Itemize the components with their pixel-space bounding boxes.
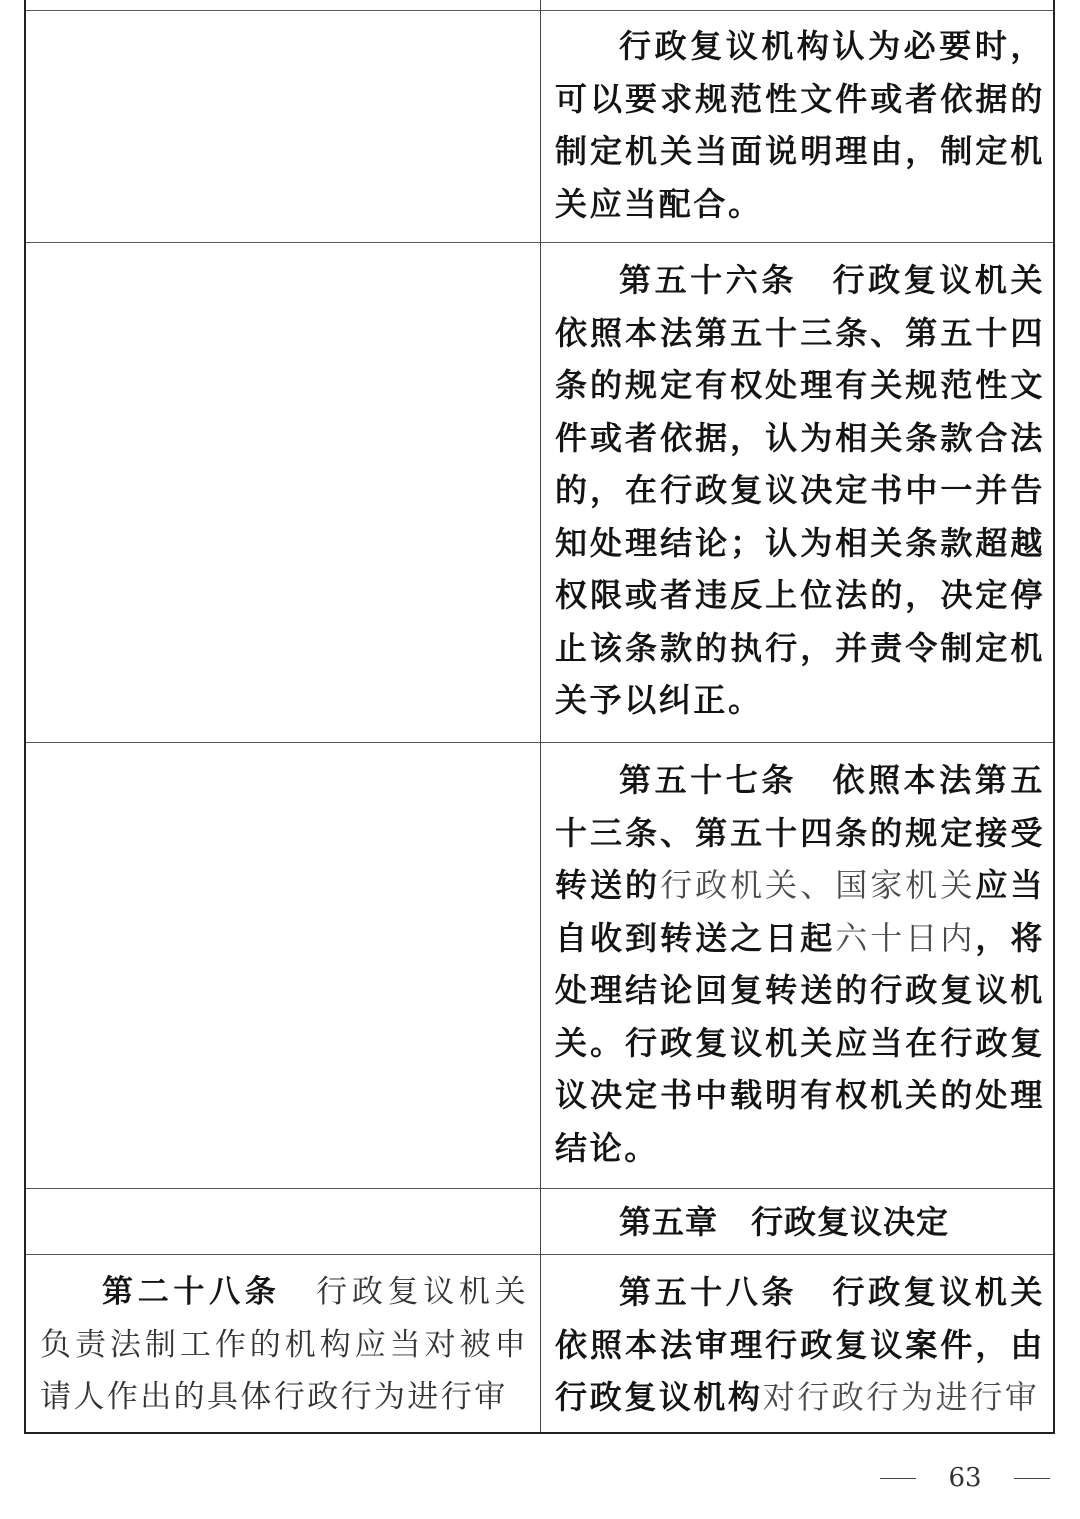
table-cell-right [555, 1196, 1045, 1248]
footer-dash [1014, 1478, 1050, 1479]
table-cell-right [555, 1266, 1045, 1424]
article-text: 行政复议机关依照本法审理行政复议案件，由行政复议机构 [555, 1273, 1045, 1416]
article-text-light: 对行政行为进行审 [762, 1378, 1040, 1416]
article-paragraph [555, 754, 1045, 1174]
article-text: 行政复议机关负责法制工作的机构应当对被申请人作出的具体行政行为进行审 [40, 1274, 529, 1415]
article-text-light: 行政机关、国家机关 [660, 866, 976, 904]
article-text: 依照本法第五十三条、第五十四条的规定接受转送的 [555, 761, 1045, 904]
column-divider [540, 0, 541, 1432]
article-paragraph [555, 1266, 1045, 1424]
article-text: ，将处理结论回复转送的行政复议机关。行政复议机关应当在行政复议决定书中载明有权机关的处理结论。 [555, 918, 1045, 1167]
article-text: 应当自收到转送之日起 [555, 866, 1045, 957]
row-divider [26, 1188, 1053, 1189]
table-cell-right [555, 754, 1045, 1174]
article-text: 行政复议机关依照本法第五十三条、第五十四条的规定有权处理有关规范性文件或者依据，认为相关条款合法的，在行政复议决定书中一并告知处理结论；认为相关条款超越权限或者违反上位法的，决定停止该条款的执行，并责令制定机关予以纠正。 [555, 261, 1045, 719]
row-divider [26, 10, 1053, 11]
article-text-light: 六十日内 [835, 918, 976, 957]
table-cell-right [555, 20, 1045, 230]
page-footer [880, 1458, 1050, 1498]
article-number: 第五十六条 [619, 261, 797, 299]
table-cell-left [40, 1266, 528, 1424]
comparison-table [24, 0, 1055, 1434]
footer-dash [880, 1478, 916, 1479]
article-number: 第五十七条 [619, 761, 797, 799]
article-paragraph [40, 1266, 528, 1424]
chapter-heading: 第五章 行政复议决定 [619, 1203, 950, 1241]
row-divider [26, 742, 1053, 743]
article-number: 第二十八条 [102, 1274, 281, 1310]
row-divider [26, 1254, 1053, 1255]
row-divider [26, 242, 1053, 243]
article-number: 第五十八条 [619, 1273, 797, 1311]
page-number: 63 [948, 1463, 982, 1493]
article-paragraph [555, 254, 1045, 727]
table-cell-right [555, 254, 1045, 727]
article-text: 行政复议机构认为必要时，可以要求规范性文件或者依据的制定机关当面说明理由，制定机关应当配合。 [555, 27, 1045, 223]
